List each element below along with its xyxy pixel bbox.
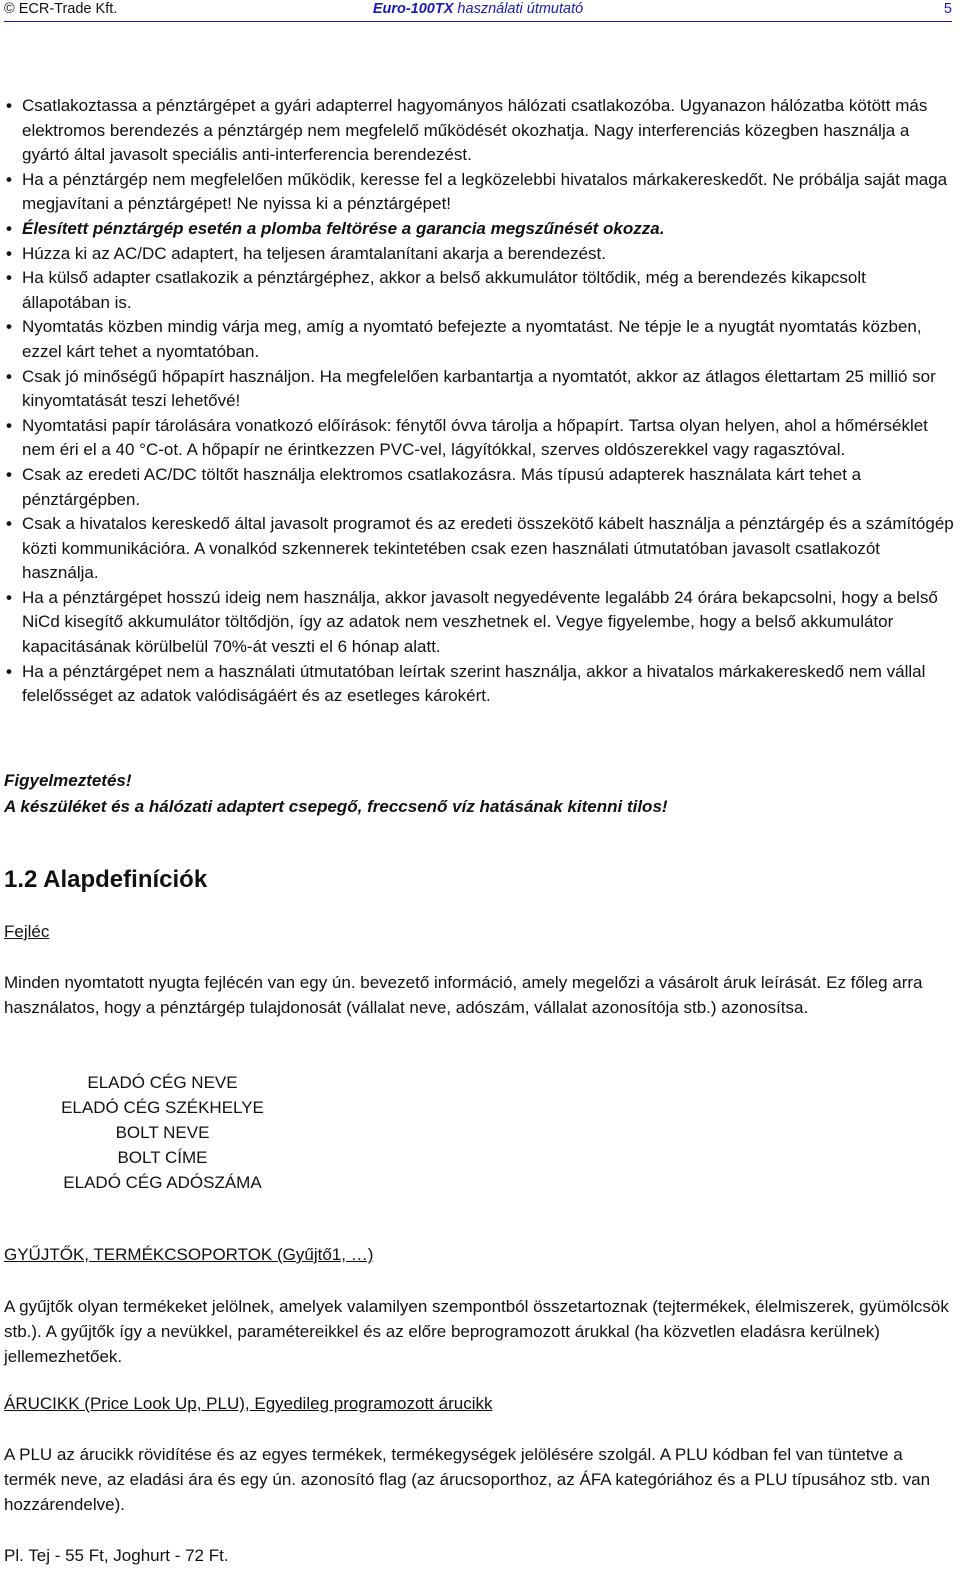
list-item-text: Csak jó minőségű hőpapírt használjon. Ha megfelelően karbantartja a nyomtatót, akkor az átlagos élettartam 25 millió sor kinyomtatását teszi lehetővé! [22,366,936,411]
bullet-icon: • [6,661,12,681]
warning-text: A készüléket és a hálózati adaptert csepegő, freccsenő víz hatásának kitenni tilos! [4,797,668,816]
list-item [6,94,956,168]
list-item [6,242,956,267]
list-item [6,168,956,217]
list-item-text: Ha a pénztárgépet nem a használati útmutatóban leírtak szerint használja, akkor a hivatalos márkakereskedő nem vállal felelősséget az adatok valódiságáért és az esetleges károkért. [22,661,926,706]
list-item-text: Ha a pénztárgép nem megfelelően működik, keresse fel a legközelebbi hivatalos márkakereskedőt. Ne próbálja saját maga megjavítani a pénztárgépet! Ne nyissa ki a pénztárgépet! [22,169,948,214]
receipt-header-example [40,1070,285,1195]
list-item [6,512,956,586]
bullet-icon: • [6,587,12,607]
bullet-icon: • [6,366,12,386]
list-item [6,315,956,364]
warning-title: Figyelmeztetés! [4,771,132,790]
receipt-line: ELADÓ CÉG ADÓSZÁMA [63,1173,262,1192]
bullet-icon: • [6,218,12,238]
list-item [6,266,956,315]
page-number: 5 [943,1,952,17]
gyujtok-paragraph: A gyűjtők olyan termékeket jelölnek, amelyek valamilyen szempontból összetartoznak (tejtermékek, élelmiszerek, gyümölcsök stb.). A gyűjtők így a nevükkel, paramétereikkel és az előre beprogramozott árukkal (ha közvetlen eladásra kerülnek) jellemezhetőek. [4,1297,949,1366]
safety-bullet-list [6,94,956,709]
section-title: 1.2 Alapdefiníciók [4,866,208,893]
receipt-line: ELADÓ CÉG NEVE [87,1073,238,1092]
plu-example: Pl. Tej - 55 Ft, Joghurt - 72 Ft. [4,1546,229,1565]
bullet-icon: • [6,169,12,189]
copyright-text: © ECR-Trade Kft. [4,1,118,17]
header-rule [4,21,952,22]
receipt-line: ELADÓ CÉG SZÉKHELYE [61,1098,264,1117]
bullet-icon: • [6,464,12,484]
list-item-text: Csatlakoztassa a pénztárgépet a gyári adapterrel hagyományos hálózati csatlakozóba. Ugyanazon hálózatba kötött más elektromos berendezés a pénztárgép nem megfelelő működését okozhatja. Nagy interferenciás közegben használja a gyártó által javasolt speciális anti-interferencia berendezést. [22,96,928,165]
running-header [4,0,952,22]
document-title [4,0,952,18]
list-item-text: Élesített pénztárgép esetén a plomba feltörése a garancia megszűnését okozza. [22,218,665,238]
fejlec-heading: Fejléc [4,922,50,941]
list-item [6,463,956,512]
bullet-icon: • [6,514,12,534]
bullet-icon: • [6,415,12,435]
bullet-icon: • [6,268,12,288]
bullet-icon: • [6,317,12,337]
list-item [6,365,956,414]
list-item-text: Csak a hivatalos kereskedő által javasolt programot és az eredeti összekötő kábelt használja a pénztárgép és a számítógép közti kommunikációra. A vonalkód szkennerek tekintetében csak ezen használati útmutatóban javasolt csatlakozót használja. [22,514,954,583]
list-item-text: Ha külső adapter csatlakozik a pénztárgéphez, akkor a belső akkumulátor töltődik, még a berendezés kikapcsolt állapotában is. [22,268,866,312]
receipt-line: BOLT NEVE [115,1123,210,1142]
model-name: Euro-100TX [372,1,454,17]
arucikk-heading: ÁRUCIKK (Price Look Up, PLU), Egyedileg programozott árucikk [4,1394,493,1413]
gyujtok-heading: GYŰJTŐK, TERMÉKCSOPORTOK (Gyűjtő1, …) [4,1245,374,1264]
list-item-text: Nyomtatás közben mindig várja meg, amíg a nyomtató befejezte a nyomtatást. Ne tépje le a nyugtát nyomtatás közben, ezzel kárt tehet a nyomtatóban. [22,317,922,361]
fejlec-paragraph: Minden nyomtatott nyugta fejlécén van egy ún. bevezető információ, amely megelőzi a vásárolt áruk leírását. Ez főleg arra használatos, hogy a pénztárgép tulajdonosát (vállalat neve, adószám, vállalat azonosítója stb.) azonosítsa. [4,973,923,1017]
list-item [6,586,956,660]
receipt-line: BOLT CÍME [117,1148,208,1167]
list-item [6,414,956,463]
arucikk-paragraph: A PLU az árucikk rövidítése és az egyes termékek, termékegységek jelölésére szolgál. A PLU kódban fel van tüntetve a termék neve, az eladási ára és egy ún. azonosító flag (az árucsoporthoz, az ÁFA kategóriához és a PLU típusához stb. van hozzárendelve). [4,1445,931,1514]
list-item [6,217,956,242]
bullet-icon: • [6,96,12,115]
list-item-text: Csak az eredeti AC/DC töltőt használja elektromos csatlakozásra. Más típusú adapterek használata kárt tehet a pénztárgépben. [22,464,862,509]
bullet-icon: • [6,243,12,263]
list-item-text: Nyomtatási papír tárolására vonatkozó előírások: fénytől óvva tárolja a hőpapírt. Tartsa olyan helyen, ahol a hőmérséklet nem éri el a 40 °C-ot. A hőpapír ne érintkezzen PVC-vel, lágyítókkal, szerves oldószerekkel vagy ragasztóval. [22,415,928,460]
document-subtitle: használati útmutató [453,1,584,17]
list-item-text: Húzza ki az AC/DC adaptert, ha teljesen áramtalanítani akarja a berendezést. [22,243,606,263]
list-item [6,660,956,709]
list-item-text: Ha a pénztárgépet hosszú ideig nem használja, akkor javasolt negyedévente legalább 24 órára bekapcsolni, hogy a belső NiCd kisegítő akkumulátor töltődjön, így az adatok nem veszhetnek el. Vegye figyelembe, hogy a belső akkumulátor kapacitásának körülbelül 70%-át veszti el 6 hónap alatt. [22,587,938,657]
warning-block [4,768,954,820]
